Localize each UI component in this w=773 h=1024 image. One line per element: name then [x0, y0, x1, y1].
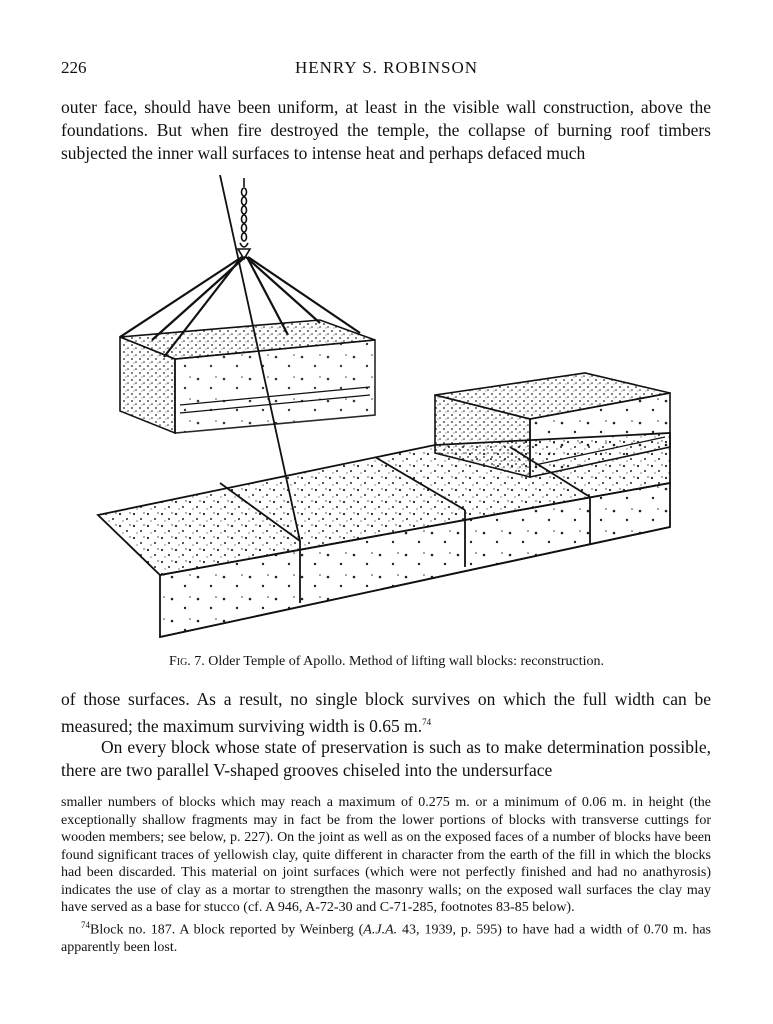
footnote-74-marker: 74	[81, 919, 90, 930]
paragraph-1: outer face, should have been uniform, at least in the visible wall construction, above the foundations. But when fire destroyed the temple, the collapse of burning roof timbers subjected the inner wall surfaces to intense heat and perhaps defaced much	[61, 97, 711, 163]
lifted-block	[120, 320, 375, 433]
chain	[238, 178, 250, 259]
paragraph-2-text: of those surfaces. As a result, no single block survives on which the full width can be measured; the maximum surviving width is 0.65 m.	[61, 689, 711, 736]
running-title: HENRY S. ROBINSON	[294, 58, 479, 77]
footnote-74-journal: A.J.A.	[363, 922, 398, 938]
footnote-74-part2: 43, 1939, p. 595) to have had a width of 0.70 m. has apparently been lost.	[61, 922, 712, 955]
paragraph-2	[61, 688, 711, 738]
footnote-ref-74: 74	[422, 717, 432, 727]
footnote-74-part1: Block no. 187. A block reported by Weinberg (	[90, 922, 364, 938]
figure-illustration	[90, 175, 690, 645]
figure-label: Fig. 7.	[168, 654, 205, 669]
page-number: 226	[61, 58, 87, 77]
figure-caption-text: Older Temple of Apollo. Method of lifting wall blocks: reconstruction.	[208, 654, 605, 669]
paragraph-3: On every block whose state of preservation is such as to make determination possible, there are two parallel V-shaped grooves chiseled into the undersurface	[61, 737, 711, 780]
footnote-74	[61, 917, 711, 957]
footnote-73-continuation: smaller numbers of blocks which may reach a maximum of 0.275 m. or a minimum of 0.06 m. in height (the exceptionally shallow fragments may in fact be from the lower portions of blocks with transverse cuttings for wooden members; see below, p. 227). On the joint as well as on the exposed faces of a number of blocks have been found significant traces of yellowish clay, quite different in character from the earth of the fill in which the blocks had been discarded. This material on joint surfaces (which were not perfectly finished and had no anathyrosis) indicates the use of clay as a mortar to strengthen the masonry walls; on the exposed wall surfaces the clay may have served as a base for stucco (cf. A 946, A-72-30 and C-71-285, footnotes 83-85 below).	[61, 795, 711, 915]
footnotes	[61, 794, 711, 956]
figure-caption	[0, 654, 773, 670]
